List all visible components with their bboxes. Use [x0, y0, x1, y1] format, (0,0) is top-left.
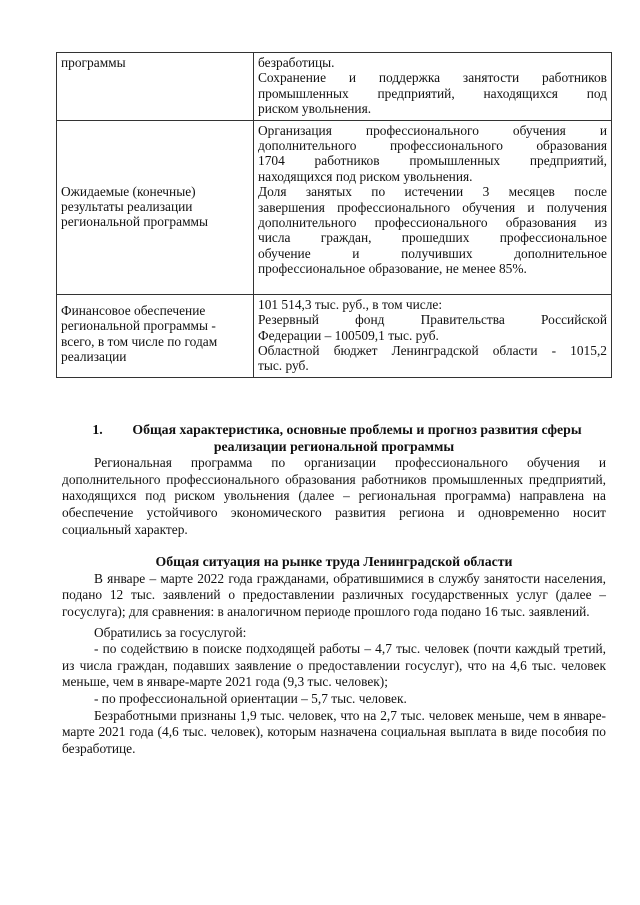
row1-line-3: промышленных предприятий, находящихся под	[258, 85, 607, 101]
section-2-paragraph-1: В январе – марте 2022 года гражданами, обратившимися в службу занятости населения, подано 12 тыс. заявлений о предоставлении различных государственных услуг (далее – госуслуга); для сравнения: в аналогичном периоде прошлого года подано 16 тыс. заявлений.	[62, 570, 606, 619]
table-row-2	[57, 120, 612, 294]
document-body	[62, 422, 606, 757]
table-cell-label-3	[57, 294, 254, 377]
table-row-3	[57, 294, 612, 377]
row3-label: Финансовое обеспечение региональной программы - всего, в том числе по годам реализации	[61, 302, 218, 364]
row2-line-4: находящихся под риском увольнения.	[258, 168, 473, 184]
section-2-heading: Общая ситуация на рынке труда Ленинградской области	[155, 554, 513, 570]
passport-table	[56, 52, 612, 378]
section-1-title-line-2: реализации региональной программы	[213, 438, 455, 454]
row3-line-3: Федерации – 100509,1 тыс. руб.	[258, 327, 439, 343]
table-cell-label-1	[57, 53, 254, 121]
section-1-heading	[62, 422, 606, 439]
row2-line-1: Организация профессионального обучения и	[258, 122, 607, 138]
table-cell-value-3	[254, 294, 612, 377]
row3-line-1: 101 514,3 тыс. руб., в том числе:	[258, 296, 443, 312]
table-cell-value-1	[254, 53, 612, 121]
row1-label: программы	[61, 55, 126, 70]
row2-line-10: профессиональное образование, не менее 85%.	[258, 261, 527, 277]
section-2-paragraph-3: - по содействию в поиске подходящей работы – 4,7 тыс. человек (почти каждый третий, из числа граждан, подавших заявление о предоставлении госуслуг), что на 4,6 тыс. человек меньше, чем в январе-марте 2021 года (9,3 тыс. человек);	[62, 641, 606, 690]
row1-line-4: риском увольнения.	[258, 101, 372, 117]
section-1-title-line-1: Общая характеристика, основные проблемы и прогноз развития сферы	[132, 422, 582, 437]
row2-line-5: Доля занятых по истечении 3 месяцев после	[258, 184, 607, 200]
row3-line-5: тыс. руб.	[258, 358, 309, 374]
row3-line-4: Областной бюджет Ленинградской области - 1015,2	[258, 342, 607, 358]
row2-label: Ожидаемые (конечные) результаты реализации региональной программы	[61, 183, 209, 230]
row2-line-8: числа граждан, прошедших профессиональное	[258, 230, 607, 246]
row2-spacer	[258, 277, 607, 291]
table-row-1	[57, 53, 612, 121]
row3-line-2: Резервный фонд Правительства Российской	[258, 312, 607, 328]
row1-line-2: Сохранение и поддержка занятости работников	[258, 70, 607, 86]
section-1-paragraph: Региональная программа по организации профессионального обучения и дополнительного профессионального образования работников промышленных предприятий, находящихся под риском увольнения (далее – региональная программа) направлена на обеспечение устойчивого экономического развития региона и одновременно носит социальный характер.	[62, 455, 606, 537]
row2-line-3: 1704 работников промышленных предприятий,	[258, 153, 607, 169]
row2-line-6: завершения профессионального обучения и получения	[258, 199, 607, 215]
section-2-paragraph-2: Обратились за госуслугой:	[94, 624, 247, 640]
section-2-paragraph-4: - по профессиональной ориентации – 5,7 тыс. человек.	[94, 690, 407, 706]
section-2-paragraph-5: Безработными признаны 1,9 тыс. человек, что на 2,7 тыс. человек меньше, чем в январе-марте 2021 года (4,6 тыс. человек), которым назначена социальная выплата в виде пособия по безработице.	[62, 707, 606, 756]
table-cell-label-2	[57, 120, 254, 294]
row2-line-9: обучение и получивших дополнительное	[258, 245, 607, 261]
row1-line-1: безработицы.	[258, 55, 335, 70]
section-1-number: 1.	[92, 422, 103, 437]
row2-line-2: дополнительного профессионального образования	[258, 138, 607, 154]
row2-line-7: дополнительного профессионального образования из	[258, 215, 607, 231]
table-cell-value-2	[254, 120, 612, 294]
